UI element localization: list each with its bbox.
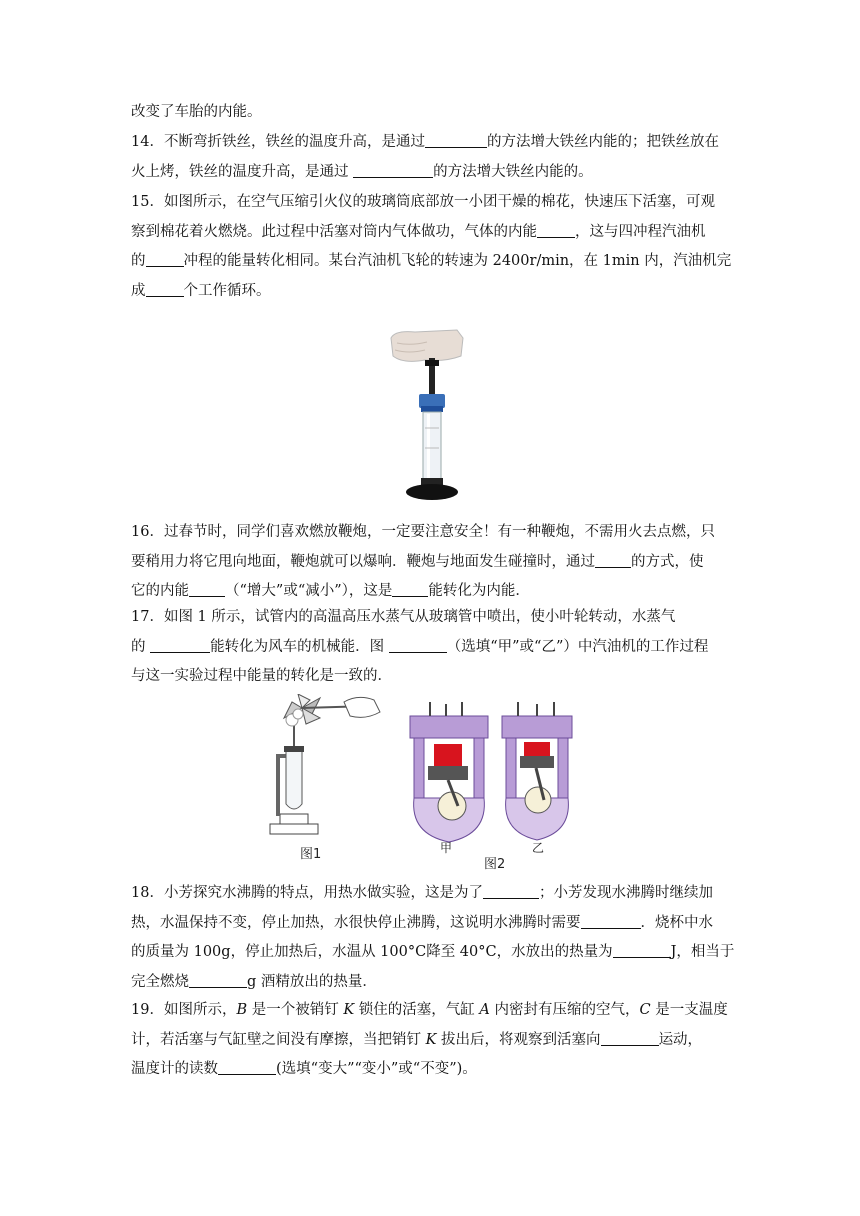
question-18: 18．小芳探究水沸腾的特点，用热水做实验，这是为了 ；小芳发现水沸腾时继续加 热，水温保持不变，停止加热，水很快停止沸腾，这说明水沸腾时需要 ．烧杯中水 的质量为 100g，停止加热后，水温从 100°C降至 40°C，水放出的热量为 J，相当于 完全燃烧 g 酒精放出的热量． [131, 879, 731, 997]
answer-blank[interactable] [595, 551, 631, 568]
answer-blank[interactable] [601, 1029, 659, 1046]
question-19: 19．如图所示，B 是一个被销钉 K 锁住的活塞，气缸 A 内密封有压缩的空气，C 是一支温度 计，若活塞与气缸壁之间没有摩擦，当把销钉 K 拔出后，将观察到活塞向 运动， 温度计的读数 (选填“变大”“变小”或“不变”)。 [131, 1002, 728, 1077]
engine-yi-diagram [502, 702, 572, 840]
answer-blank[interactable] [218, 1058, 276, 1075]
question-14: 14．不断弯折铁丝，铁丝的温度升高，是通过 的方法增大铁丝内能的；把铁丝放在 火上烤，铁丝的温度升高，是通过 的方法增大铁丝内能的。 [131, 128, 731, 187]
answer-blank[interactable] [389, 636, 447, 653]
figure-1-caption: 图1 [300, 847, 322, 862]
answer-blank[interactable] [189, 971, 247, 988]
answer-blank[interactable] [189, 580, 225, 597]
figure-2-caption: 图2 [484, 857, 506, 872]
question-15: 15．如图所示，在空气压缩引火仪的玻璃筒底部放一小团干燥的棉花，快速压下活塞，可观 察到棉花着火燃烧。此过程中活塞对筒内气体做功，气体的内能 ，这与四冲程汽油机 的 冲程的能量转化相同。某台汽油机飞轮的转速为 2400r/min，在 1min 内，汽油机完 成 个工作循环。 [131, 194, 732, 299]
answer-blank[interactable] [483, 882, 539, 899]
question-16: 16．过春节时，同学们喜欢燃放鞭炮，一定要注意安全！有一种鞭炮，不需用火去点燃，只 要稍用力将它甩向地面，鞭炮就可以爆响．鞭炮与地面发生碰撞时，通过 的方式，使 它的内能 （“增大”或“减小”），这是 能转化为内能． [131, 524, 715, 599]
steam-and-engine-figure [262, 694, 592, 872]
air-compression-igniter-figure [385, 328, 465, 503]
answer-blank[interactable] [150, 636, 210, 653]
answer-blank[interactable] [146, 280, 184, 297]
engine-jia-diagram [410, 702, 488, 842]
engine-yi-label: 乙 [532, 841, 545, 855]
answer-blank[interactable] [146, 250, 184, 267]
engine-jia-label: 甲 [440, 841, 453, 855]
answer-blank[interactable] [353, 161, 433, 178]
question-17: 17．如图 1 所示，试管内的高温高压水蒸气从玻璃管中喷出，使小叶轮转动，水蒸气 的 能转化为风车的机械能．图 （选填“甲”或“乙”）中汽油机的工作过程 与这一实验过程中能量的转化是一致的． [131, 609, 709, 684]
answer-blank[interactable] [581, 912, 641, 929]
answer-blank[interactable] [613, 941, 671, 958]
answer-blank[interactable] [392, 580, 428, 597]
question-13-tail: 改变了车胎的内能。 [131, 104, 262, 120]
answer-blank[interactable] [425, 131, 487, 148]
answer-blank[interactable] [537, 221, 575, 238]
